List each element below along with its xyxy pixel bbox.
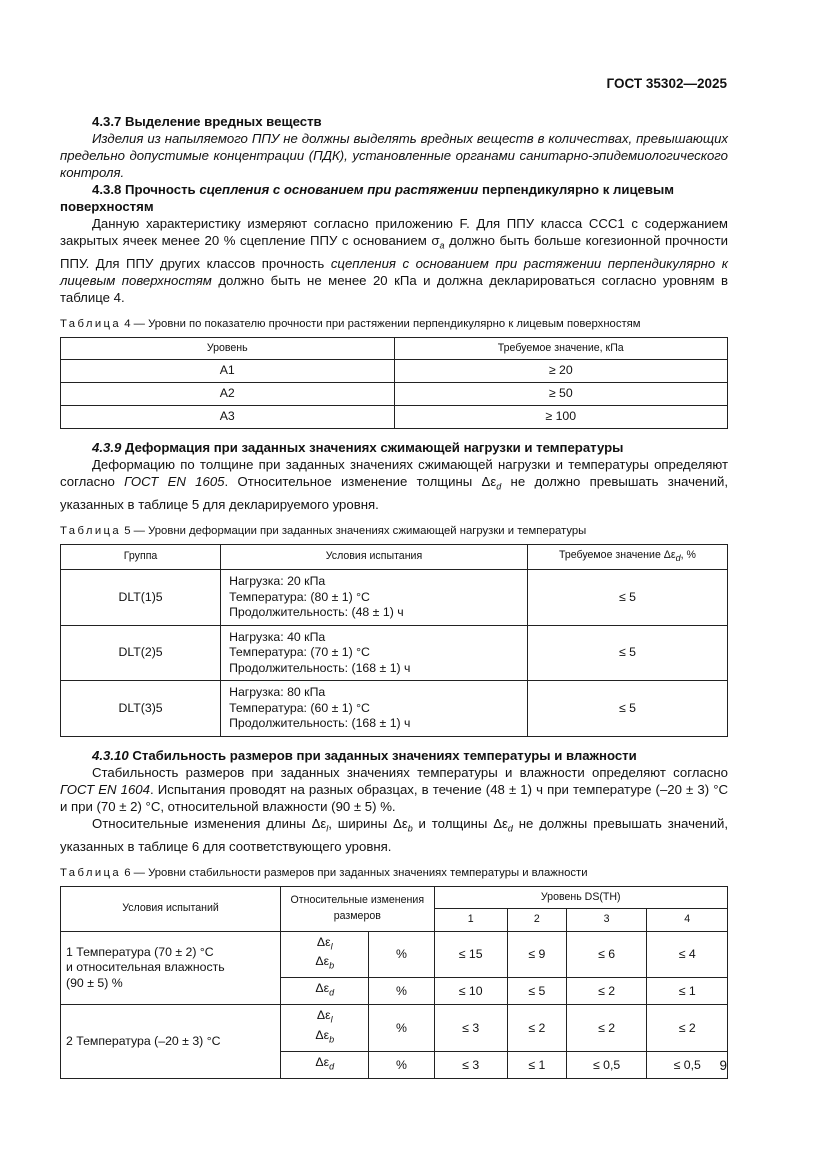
table6-symbol: $\Delta\varepsilon_l$ $\Delta\varepsilon_b$ [281, 1005, 369, 1052]
table4-header-row [61, 337, 728, 360]
table6-caption: Таблица 6 — Уровни стабильности размеров при заданных значениях температуры и влажности [60, 866, 588, 879]
section-heading-437: 4.3.7 Выделение вредных веществ [92, 114, 322, 129]
table6-cell: ≤ 2 [566, 1005, 647, 1052]
table6-cell: ≤ 5 [507, 978, 566, 1005]
table5-header-value: Требуемое значение $\Delta\varepsilon_d$, % [527, 544, 727, 570]
table4-cell: ≥ 100 [394, 406, 728, 429]
table-row [61, 931, 728, 978]
page-content [60, 113, 728, 1079]
table6-cell: ≤ 2 [507, 1005, 566, 1052]
table6-level-1: 1 [434, 909, 507, 932]
document-id: ГОСТ 35302—2025 [606, 76, 727, 91]
table4-cell: A1 [61, 360, 395, 383]
table-row [61, 1005, 728, 1052]
table6-level-4: 4 [647, 909, 728, 932]
section-text-4310-p2: Относительные изменения длины $\Delta\varepsilon_l$, ширины $\Delta\varepsilon_b$ и толщины $\Delta\varepsilon_d$ не должны превышать значений, указанных в таблице 6 для соответствующего уровня. [60, 815, 728, 854]
table5-conditions: Нагрузка: 80 кПа Температура: (60 ± 1) °С Продолжительность: (168 ± 1) ч [221, 681, 528, 737]
table6-cell: ≤ 4 [647, 931, 728, 978]
table-row [61, 681, 728, 737]
table5-group: DLT(3)5 [61, 681, 221, 737]
table4-caption: Таблица 4 — Уровни по показателю прочности при растяжении перпендикулярно к лицевым поверхностям [60, 317, 641, 330]
table6-cell: ≤ 2 [566, 978, 647, 1005]
table4-header-value: Требуемое значение, кПа [394, 337, 728, 360]
section-text-439: Деформацию по толщине при заданных значениях сжимающей нагрузки и температуры определяют согласно ГОСТ EN 1605. Относительное изменение толщины $\Delta\varepsilon_d$ не должно превышать значений, указанных в таблице 5 для декларируемого уровня. [60, 457, 728, 512]
table5-conditions: Нагрузка: 40 кПа Температура: (70 ± 1) °С Продолжительность: (168 ± 1) ч [221, 625, 528, 681]
table6-cell: ≤ 6 [566, 931, 647, 978]
table6-cell: ≤ 9 [507, 931, 566, 978]
table6 [60, 886, 728, 1080]
table6-unit: % [369, 1052, 434, 1079]
table5-group: DLT(2)5 [61, 625, 221, 681]
table6-header-row [61, 886, 728, 909]
table6-cell: ≤ 0,5 [566, 1052, 647, 1079]
table6-unit: % [369, 931, 434, 978]
section-text-4310-p1: Стабильность размеров при заданных значениях температуры и влажности определяют согласно ГОСТ EN 1604. Испытания проводят на разных образцах, в течение (48 ± 1) ч при температуре (–20 ± 3) °С и при (70 ± 2) °С, относительной влажности (90 ± 5) %. [60, 764, 728, 814]
table5-header-group: Группа [61, 544, 221, 570]
table5-group: DLT(1)5 [61, 570, 221, 626]
table6-cell: ≤ 10 [434, 978, 507, 1005]
table-row [61, 383, 728, 406]
table5-value: ≤ 5 [527, 625, 727, 681]
table4-cell: A2 [61, 383, 395, 406]
table5-conditions: Нагрузка: 20 кПа Температура: (80 ± 1) °С Продолжительность: (48 ± 1) ч [221, 570, 528, 626]
table6-level-2: 2 [507, 909, 566, 932]
table6-level-3: 3 [566, 909, 647, 932]
table6-cell: ≤ 15 [434, 931, 507, 978]
section-heading-4310: 4.3.10 Стабильность размеров при заданных значениях температуры и влажности [92, 747, 637, 763]
table4 [60, 337, 728, 430]
table6-header-changes: Относительные изменения размеров [281, 886, 434, 931]
table-row [61, 625, 728, 681]
section-text-437: Изделия из напыляемого ППУ не должны выделять вредных веществ в количествах, превышающих предельно допустимые концентрации (ПДК), установленные органами санитарно-эпидемиологического контроля. [60, 131, 728, 180]
table5-value: ≤ 5 [527, 570, 727, 626]
table6-condition-1: 1 Температура (70 ± 2) °С и относительная влажность (90 ± 5) % [61, 931, 281, 1005]
table5-caption: Таблица 5 — Уровни деформации при заданных значениях сжимающей нагрузки и температуры [60, 524, 587, 537]
table-row [61, 406, 728, 429]
section-heading-438: 4.3.8 Прочность сцепления с основанием при растяжении перпендикулярно к лицевым поверхностям [60, 182, 675, 214]
table6-condition-2: 2 Температура (–20 ± 3) °С [61, 1005, 281, 1079]
table6-symbol: $\Delta\varepsilon_d$ [281, 978, 369, 1005]
table4-header-level: Уровень [61, 337, 395, 360]
table6-header-conditions: Условия испытаний [61, 886, 281, 931]
table5-header-row [61, 544, 728, 570]
table4-cell: A3 [61, 406, 395, 429]
table-row [61, 570, 728, 626]
table6-symbol: $\Delta\varepsilon_d$ [281, 1052, 369, 1079]
table5-value: ≤ 5 [527, 681, 727, 737]
table6-cell: ≤ 3 [434, 1052, 507, 1079]
table6-symbol: $\Delta\varepsilon_l$ $\Delta\varepsilon_b$ [281, 931, 369, 978]
table6-cell: ≤ 2 [647, 1005, 728, 1052]
table4-cell: ≥ 20 [394, 360, 728, 383]
table-row [61, 360, 728, 383]
table5-header-conditions: Условия испытания [221, 544, 528, 570]
table6-header-level: Уровень DS(TH) [434, 886, 728, 909]
table6-cell: ≤ 3 [434, 1005, 507, 1052]
table6-cell: ≤ 0,5 [647, 1052, 728, 1079]
section-text-438: Данную характеристику измеряют согласно приложению F. Для ППУ класса ССС1 с содержанием закрытых ячеек менее 20 % сцепление ППУ с основанием $\sigma_a$ должно быть больше когезионной прочности ППУ. Для ППУ других классов прочность сцепления с основанием при растяжении перпендикулярно к лицевым поверхностям должно быть не менее 20 кПа и должна декларироваться согласно уровням в таблице 4. [60, 216, 728, 305]
table6-unit: % [369, 1005, 434, 1052]
table6-cell: ≤ 1 [647, 978, 728, 1005]
section-heading-439: 4.3.9 Деформация при заданных значениях сжимающей нагрузки и температуры [92, 440, 624, 456]
table4-cell: ≥ 50 [394, 383, 728, 406]
table5 [60, 544, 728, 737]
table6-cell: ≤ 1 [507, 1052, 566, 1079]
table6-unit: % [369, 978, 434, 1005]
page-number: 9 [719, 1058, 727, 1073]
